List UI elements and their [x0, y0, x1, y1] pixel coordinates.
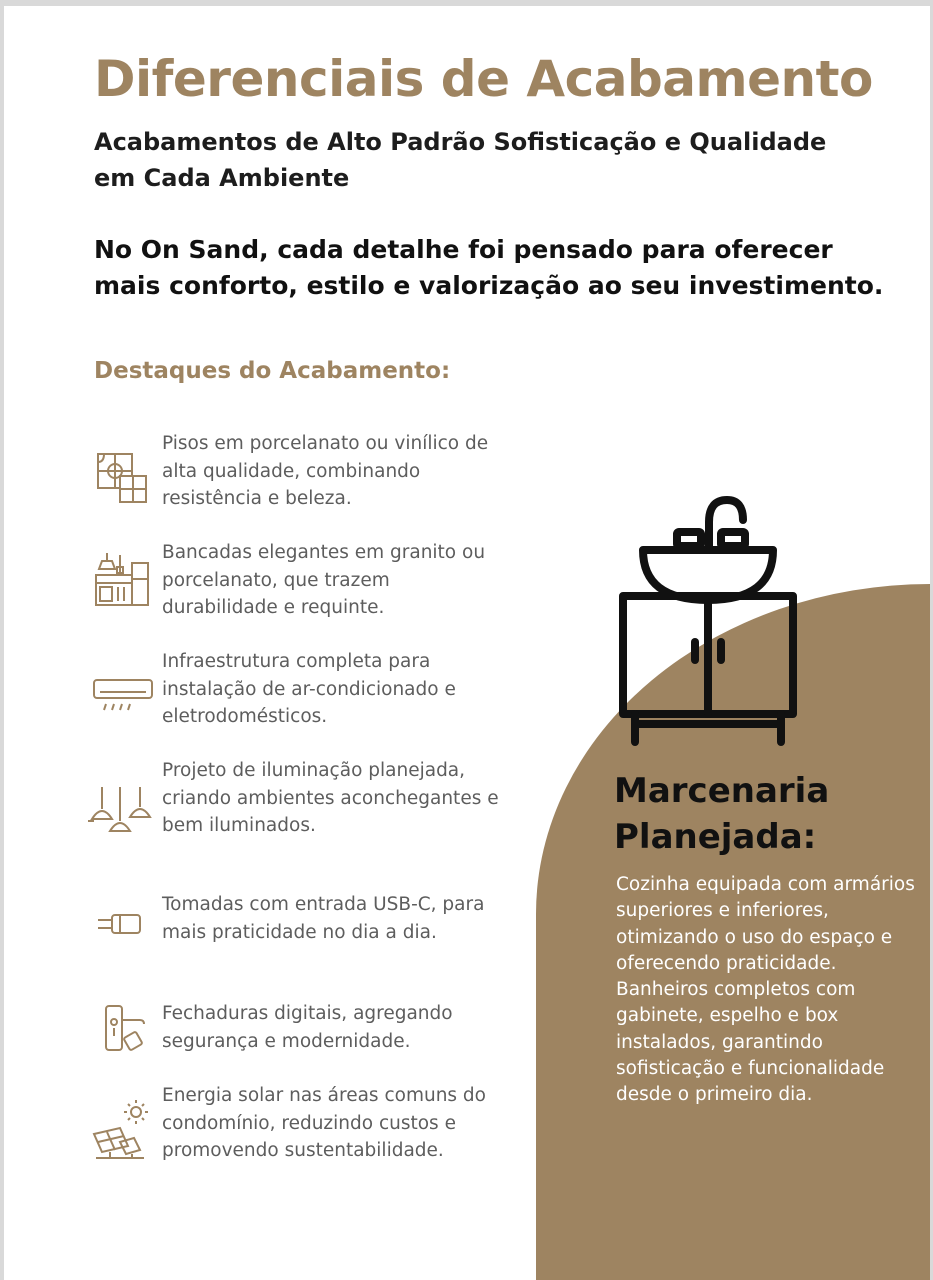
feature-text: Pisos em porcelanato ou vinílico de alta qualidade, combinando resistência e beleza. — [162, 433, 489, 509]
kitchen-counter-icon — [84, 543, 156, 615]
floor-tiles-icon — [84, 440, 156, 512]
panel-text: Cozinha equipada com armários superiores e inferiores, otimizando o uso do espaço e oferecendo praticidade. Banheiros completos com gabinete, espelho e box instalados, garantindo sofisticação e funcionalidade desde o primeiro dia. — [616, 874, 915, 1106]
feature-text: Infraestrutura completa para instalação de ar-condicionado e eletrodomésticos. — [162, 651, 456, 727]
feature-text: Bancadas elegantes em granito ou porcelanato, que trazem durabilidade e requinte. — [162, 542, 486, 618]
page-title: Diferenciais de Acabamento — [94, 50, 873, 108]
bathroom-sink-cabinet-icon — [609, 492, 809, 748]
feature-text: Fechaduras digitais, agregando segurança e modernidade. — [162, 1003, 453, 1052]
feature-text: Tomadas com entrada USB-C, para mais praticidade no dia a dia. — [162, 894, 485, 943]
usb-c-plug-icon — [84, 889, 156, 961]
page-subtitle: Acabamentos de Alto Padrão Sofisticação e Qualidade em Cada Ambiente — [94, 128, 827, 192]
feature-text: Energia solar nas áreas comuns do condomínio, reduzindo custos e promovendo sustentabilidade. — [162, 1085, 486, 1161]
solar-panel-icon — [84, 1094, 156, 1166]
panel-title: Marcenaria Planejada: — [614, 771, 830, 857]
digital-lock-icon — [84, 994, 156, 1066]
feature-text: Projeto de iluminação planejada, criando ambientes aconchegantes e bem iluminados. — [162, 760, 499, 836]
intro-paragraph: No On Sand, cada detalhe foi pensado para oferecer mais conforto, estilo e valorização ao seu investimento. — [94, 235, 884, 300]
pendant-lamps-icon — [84, 781, 156, 853]
highlights-heading: Destaques do Acabamento: — [94, 358, 451, 384]
flyer-page — [4, 6, 930, 1280]
air-conditioner-icon — [84, 654, 156, 726]
